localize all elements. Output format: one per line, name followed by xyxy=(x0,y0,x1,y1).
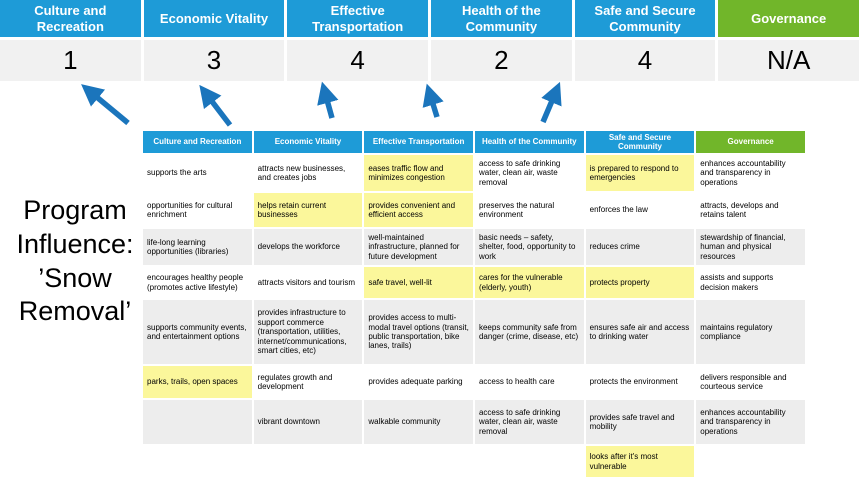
matrix-cell: protects the environment xyxy=(586,366,695,398)
page-title: Program Influence: ’Snow Removal’ xyxy=(16,195,134,327)
up-arrow-icon xyxy=(204,91,230,125)
matrix-cell: walkable community xyxy=(364,400,473,444)
category-header-governance: Governance xyxy=(718,0,859,37)
matrix-cell xyxy=(143,400,252,444)
matrix-header-health-of-the-community: Health of the Community xyxy=(475,131,584,153)
matrix-cell: vibrant downtown xyxy=(254,400,363,444)
category-header-safe-and-secure-community: Safe and Secure Community xyxy=(575,0,716,37)
matrix-cell-highlighted: safe travel, well-lit xyxy=(364,267,473,298)
table-row xyxy=(143,400,805,444)
category-score-safe-and-secure-community: 4 xyxy=(575,40,716,81)
table-row xyxy=(143,446,805,477)
matrix-cell: encourages healthy people (promotes active lifestyle) xyxy=(143,267,252,298)
matrix-cell: provides adequate parking xyxy=(364,366,473,398)
matrix-cell: regulates growth and development xyxy=(254,366,363,398)
category-score-effective-transportation: 4 xyxy=(287,40,428,81)
matrix-cell xyxy=(475,446,584,477)
category-score-economic-vitality: 3 xyxy=(144,40,285,81)
category-header-economic-vitality: Economic Vitality xyxy=(144,0,285,37)
matrix-cell: enforces the law xyxy=(586,193,695,227)
matrix-cell-highlighted: eases traffic flow and minimizes congestion xyxy=(364,155,473,191)
matrix-cell: ensures safe air and access to drinking water xyxy=(586,300,695,364)
score-band-values xyxy=(0,40,859,81)
matrix-cell: attracts, develops and retains talent xyxy=(696,193,805,227)
matrix-cell: stewardship of financial, human and physical resources xyxy=(696,229,805,265)
matrix-cell-highlighted: protects property xyxy=(586,267,695,298)
category-header-culture-and-recreation: Culture and Recreation xyxy=(0,0,141,37)
table-row xyxy=(143,229,805,265)
up-arrow-icon xyxy=(429,91,437,117)
matrix-cell-highlighted: provides infrastructure to support commerce (transportation, utilities, internet/communications, smart cities, etc) xyxy=(254,300,363,364)
arrows-layer xyxy=(0,78,859,134)
up-arrow-icon xyxy=(543,89,557,122)
matrix-cell: well-maintained infrastructure, planned for future development xyxy=(364,229,473,265)
matrix-cell-highlighted: parks, trails, open spaces xyxy=(143,366,252,398)
matrix-cell-highlighted: provides access to multi-modal travel options (transit, public transportation, bike lanes, trails) xyxy=(364,300,473,364)
up-arrow-icon xyxy=(87,89,128,123)
matrix-cell xyxy=(254,446,363,477)
matrix-cell: access to health care xyxy=(475,366,584,398)
matrix-cell: reduces crime xyxy=(586,229,695,265)
matrix-cell xyxy=(143,446,252,477)
table-row xyxy=(143,267,805,298)
up-arrow-icon xyxy=(324,89,332,118)
matrix-cell: enhances accountability and transparency in operations xyxy=(696,400,805,444)
matrix-cell-highlighted: is prepared to respond to emergencies xyxy=(586,155,695,191)
table-row xyxy=(143,300,805,364)
matrix-header-effective-transportation: Effective Transportation xyxy=(364,131,473,153)
matrix-header-safe-and-secure-community: Safe and Secure Community xyxy=(586,131,695,153)
influence-matrix xyxy=(141,129,807,479)
table-row xyxy=(143,155,805,191)
matrix-cell: supports the arts xyxy=(143,155,252,191)
table-row xyxy=(143,366,805,398)
category-header-health-of-the-community: Health of the Community xyxy=(431,0,572,37)
matrix-cell: assists and supports decision makers xyxy=(696,267,805,298)
matrix-header-row xyxy=(143,131,805,153)
matrix-header-culture-and-recreation: Culture and Recreation xyxy=(143,131,252,153)
matrix-cell: maintains regulatory compliance xyxy=(696,300,805,364)
matrix-cell-highlighted: basic needs – safety, shelter, food, opportunity to work xyxy=(475,229,584,265)
matrix-cell: attracts new businesses, and creates jobs xyxy=(254,155,363,191)
matrix-cell: delivers responsible and courteous service xyxy=(696,366,805,398)
matrix-header-governance: Governance xyxy=(696,131,805,153)
matrix-body xyxy=(143,155,805,477)
category-header-effective-transportation: Effective Transportation xyxy=(287,0,428,37)
matrix-cell: enhances accountability and transparency in operations xyxy=(696,155,805,191)
matrix-cell-highlighted: looks after it's most vulnerable xyxy=(586,446,695,477)
matrix-cell xyxy=(696,446,805,477)
matrix-cell-highlighted: provides convenient and efficient access xyxy=(364,193,473,227)
category-score-governance: N/A xyxy=(718,40,859,81)
matrix-cell: preserves the natural environment xyxy=(475,193,584,227)
table-row xyxy=(143,193,805,227)
matrix-cell: develops the workforce xyxy=(254,229,363,265)
category-score-culture-and-recreation: 1 xyxy=(0,40,141,81)
matrix-cell: life-long learning opportunities (libraries) xyxy=(143,229,252,265)
matrix-cell xyxy=(364,446,473,477)
matrix-cell: access to safe drinking water, clean air, waste removal xyxy=(475,400,584,444)
category-score-health-of-the-community: 2 xyxy=(431,40,572,81)
matrix-cell: attracts visitors and tourism xyxy=(254,267,363,298)
matrix-cell-highlighted: cares for the vulnerable (elderly, youth) xyxy=(475,267,584,298)
matrix-header-economic-vitality: Economic Vitality xyxy=(254,131,363,153)
matrix-cell: supports community events, and entertainment options xyxy=(143,300,252,364)
matrix-cell: access to safe drinking water, clean air, waste removal xyxy=(475,155,584,191)
matrix-cell: opportunities for cultural enrichment xyxy=(143,193,252,227)
matrix-cell-highlighted: provides safe travel and mobility xyxy=(586,400,695,444)
score-band-headers xyxy=(0,0,859,37)
matrix-cell-highlighted: keeps community safe from danger (crime, disease, etc) xyxy=(475,300,584,364)
matrix-cell-highlighted: helps retain current businesses xyxy=(254,193,363,227)
